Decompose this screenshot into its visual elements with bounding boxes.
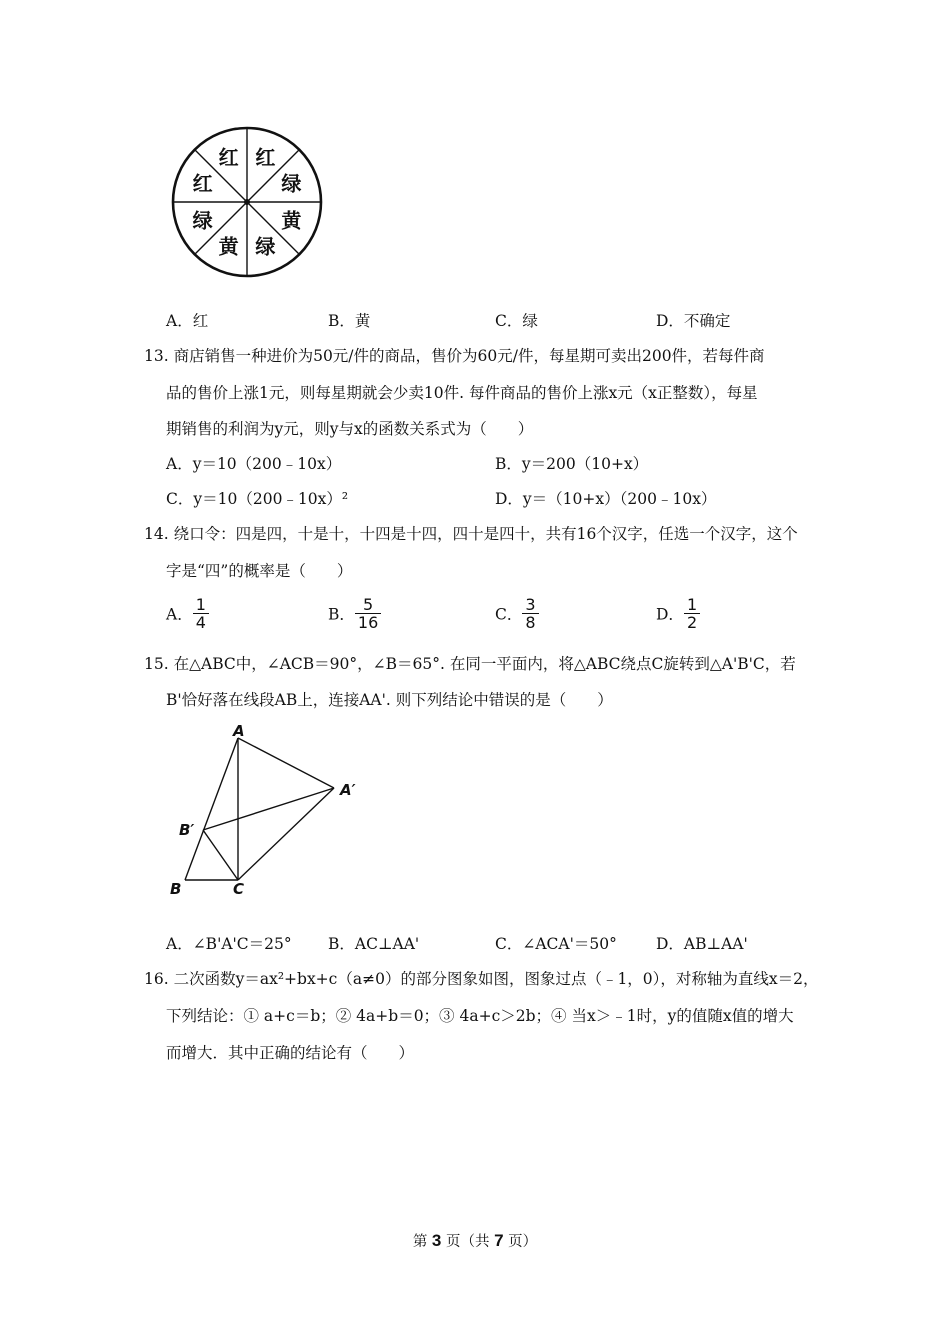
q15-line-2: B'恰好落在线段AB上，连接AA'. 则下列结论中错误的是（ ） (166, 691, 613, 709)
fraction (522, 596, 538, 631)
page-number: 3 (431, 1231, 442, 1250)
spinner-sector-label: 绿 (192, 208, 213, 233)
q14-option-d (656, 596, 700, 631)
numerator: 3 (522, 596, 538, 614)
footer-middle: 页（共 (441, 1234, 495, 1250)
spinner-figure (168, 124, 328, 284)
q14-option-b (328, 596, 381, 631)
denominator: 8 (525, 613, 536, 632)
numerator: 1 (193, 596, 209, 614)
triangle-figure (160, 718, 380, 902)
label-b: B (170, 880, 182, 898)
footer-suffix: 页） (503, 1234, 538, 1250)
q15-option-a: A．∠B'A'C＝25° (166, 935, 292, 953)
q14-option-c (495, 596, 539, 631)
spinner-sector-label: 黄 (218, 234, 239, 259)
spinner-sector-label: 红 (218, 145, 239, 170)
spinner-sector-label: 红 (192, 171, 213, 196)
q14-option-a (166, 596, 209, 631)
fraction (684, 596, 700, 631)
denominator: 16 (357, 613, 379, 632)
q13-option-b: B．y＝200（10+x） (495, 455, 649, 473)
q16-line-3: 而增大．其中正确的结论有（ ） (166, 1044, 415, 1062)
q13-line-1: 13. 商店销售一种进价为50元/件的商品，售价为60元/件，每星期可卖出200件，若每件商 (144, 347, 765, 365)
q15-option-b: B．AC⊥AA' (328, 935, 420, 953)
q13-option-d: D．y＝（10+x）（200﹣10x） (495, 490, 717, 508)
option-letter: A． (166, 605, 193, 624)
option-letter: C． (495, 605, 523, 624)
q13-line-2: 品的售价上涨1元，则每星期就会少卖10件. 每件商品的售价上涨x元（x正整数），每星 (166, 384, 758, 402)
q12-option-d: D．不确定 (656, 312, 731, 330)
label-c: C (233, 880, 245, 898)
label-b-prime: B′ (179, 821, 195, 839)
page-footer (0, 1230, 950, 1251)
footer-prefix: 第 (412, 1234, 432, 1250)
option-letter: D． (656, 605, 684, 624)
label-a-prime: A′ (340, 781, 356, 799)
q15-line-1: 15. 在△ABC中，∠ACB＝90°，∠B＝65°. 在同一平面内，将△ABC绕点C旋转到△A'B'C，若 (144, 655, 796, 673)
q16-line-1: 16. 二次函数y＝ax²+bx+c（a≠0）的部分图象如图，图象过点（﹣1，0），对称轴为直线x＝2， (144, 970, 819, 988)
q14-line-2: 字是“四”的概率是（ ） (166, 562, 353, 580)
fraction (355, 596, 381, 631)
spinner-sector-label: 绿 (255, 234, 276, 259)
spinner-sector-label: 红 (255, 145, 276, 170)
fraction (193, 596, 209, 631)
q12-option-c: C．绿 (495, 312, 538, 330)
q16-line-2: 下列结论：① a+c＝b；② 4a+b＝0；③ 4a+c＞2b；④ 当x＞﹣1时，y的值随x值的增大 (166, 1007, 794, 1025)
q15-option-c: C．∠ACA'＝50° (495, 935, 617, 953)
denominator: 2 (686, 613, 698, 632)
q15-option-d: D．AB⊥AA' (656, 935, 748, 953)
total-pages: 7 (494, 1231, 504, 1250)
q12-option-b: B．黄 (328, 312, 371, 330)
q14-line-1: 14. 绕口令：四是四，十是十，十四是十四，四十是四十，共有16个汉字，任选一个汉字，这个 (144, 525, 798, 543)
spinner-sector-label: 绿 (281, 171, 302, 196)
q13-option-a: A．y＝10（200﹣10x） (166, 455, 342, 473)
denominator: 4 (195, 613, 206, 632)
q13-option-c: C．y＝10（200﹣10x）² (166, 490, 349, 508)
q12-option-a: A．红 (166, 312, 209, 330)
label-a: A (233, 722, 245, 740)
spinner-sector-label: 黄 (281, 208, 302, 233)
q13-line-3: 期销售的利润为y元，则y与x的函数关系式为（ ） (166, 420, 534, 438)
option-letter: B． (328, 605, 355, 624)
numerator: 5 (355, 596, 381, 614)
numerator: 1 (684, 596, 700, 614)
